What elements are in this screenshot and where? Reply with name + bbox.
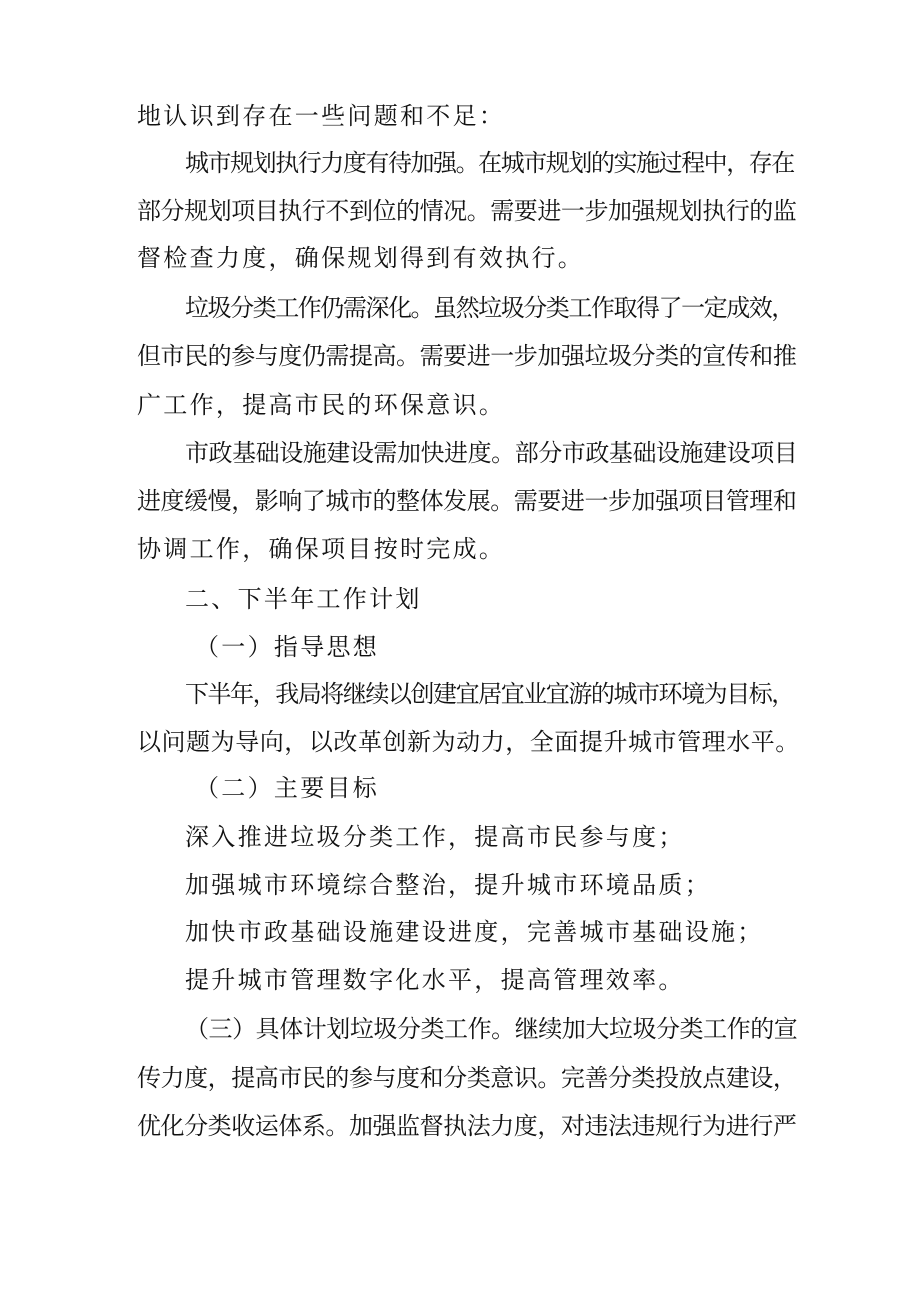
paragraph-first-line: 垃圾分类工作仍需深化。虽然垃圾分类工作取得了一定成效， [185, 294, 794, 322]
paragraph-first-line: 市政基础设施建设需加快进度。部分市政基础设施建设项目 [185, 439, 798, 467]
subsection-heading: （一）指导思想 [195, 633, 380, 661]
paragraph-first-line: 下半年，我局将继续以创建宜居宜业宜游的城市环境为目标， [185, 680, 794, 708]
paragraph-first-line: 城市规划执行力度有待加强。在城市规划的实施过程中，存在 [185, 149, 794, 177]
text-line: 进度缓慢，影响了城市的整体发展。需要进一步加强项目管理和 [137, 487, 797, 515]
list-item: 加快市政基础设施建设进度，完善城市基础设施； [185, 918, 764, 946]
text-line: 督检查力度，确保规划得到有效执行。 [137, 244, 585, 272]
subsection-heading-paragraph: （三）具体计划垃圾分类工作。继续加大垃圾分类工作的宣 [185, 1015, 798, 1043]
text-line: 部分规划项目执行不到位的情况。需要进一步加强规划执行的监 [137, 197, 797, 225]
text-line: 以问题为导向，以改革创新为动力，全面提升城市管理水平。 [137, 728, 800, 756]
text-line: 协调工作，确保项目按时完成。 [137, 535, 506, 563]
text-line: 但市民的参与度仍需提高。需要进一步加强垃圾分类的宣传和推 [137, 342, 797, 370]
list-item: 深入推进垃圾分类工作，提高市民参与度； [185, 823, 685, 851]
section-heading: 二、下半年工作计划 [185, 585, 422, 613]
subsection-heading: （二）主要目标 [195, 774, 380, 802]
text-line: 传力度，提高市民的参与度和分类意识。完善分类投放点建设， [137, 1064, 797, 1092]
list-item: 提升城市管理数字化水平，提高管理效率。 [185, 966, 685, 994]
text-line: 地认识到存在一些问题和不足： [137, 102, 506, 130]
list-item: 加强城市环境综合整治，提升城市环境品质； [185, 871, 711, 899]
text-line: 广工作，提高市民的环保意识。 [137, 391, 506, 419]
text-line: 优化分类收运体系。加强监督执法力度，对违法违规行为进行严 [137, 1112, 797, 1140]
